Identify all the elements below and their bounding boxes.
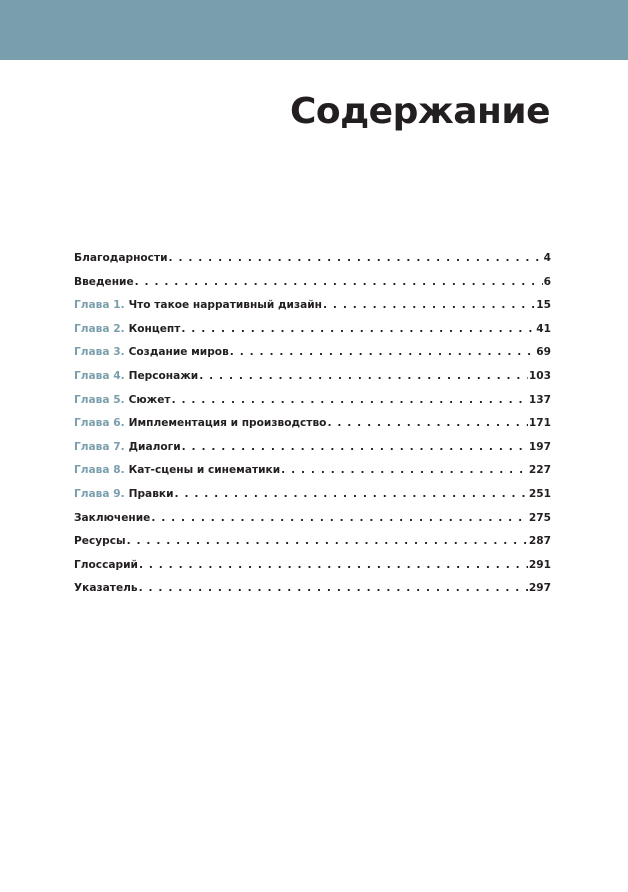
toc-entry[interactable] xyxy=(74,346,551,370)
page-title: Содержание xyxy=(289,91,550,132)
dot-leader xyxy=(135,276,543,288)
dot-leader xyxy=(323,299,535,311)
toc-entry[interactable] xyxy=(74,370,551,394)
dot-leader xyxy=(181,323,535,335)
toc-entry[interactable] xyxy=(74,559,551,583)
table-of-contents xyxy=(74,252,551,606)
toc-entry-title: Диалоги xyxy=(128,440,181,453)
dot-leader xyxy=(169,252,543,264)
header-band xyxy=(0,0,628,60)
chapter-label: Глава 3. xyxy=(74,346,125,359)
toc-page-number: 287 xyxy=(528,535,551,548)
toc-entry-title: Заключение xyxy=(74,511,151,524)
toc-entry-title: Кат-сцены и синематики xyxy=(128,464,281,477)
toc-page-number: 297 xyxy=(528,582,551,595)
toc-entry-title: Благодарности xyxy=(74,252,168,264)
toc-entry-title: Создание миров xyxy=(128,346,229,359)
toc-entry-title: Правки xyxy=(128,487,174,500)
dot-leader xyxy=(182,441,528,453)
toc-entry-title: Сюжет xyxy=(128,393,171,406)
dot-leader xyxy=(175,488,528,500)
chapter-label: Глава 7. xyxy=(74,440,125,453)
dot-leader xyxy=(327,417,527,429)
toc-entry[interactable] xyxy=(74,323,551,347)
toc-page-number: 4 xyxy=(543,252,551,264)
toc-entry[interactable] xyxy=(74,441,551,465)
chapter-label: Глава 2. xyxy=(74,322,125,335)
dot-leader xyxy=(281,464,528,476)
toc-page-number: 171 xyxy=(528,417,551,430)
toc-entry[interactable] xyxy=(74,276,551,300)
dot-leader xyxy=(151,512,528,524)
toc-entry[interactable] xyxy=(74,512,551,536)
toc-entry[interactable] xyxy=(74,252,551,276)
dot-leader xyxy=(139,582,528,594)
toc-entry[interactable] xyxy=(74,464,551,488)
toc-entry[interactable] xyxy=(74,394,551,418)
dot-leader xyxy=(230,346,535,358)
toc-entry[interactable] xyxy=(74,299,551,323)
dot-leader xyxy=(139,559,528,571)
dot-leader xyxy=(172,394,528,406)
toc-page-number: 137 xyxy=(528,393,551,406)
toc-entry-title: Ресурсы xyxy=(74,535,126,548)
toc-entry-title: Глоссарий xyxy=(74,558,138,571)
toc-page-number: 41 xyxy=(536,322,551,335)
chapter-label: Глава 1. xyxy=(74,299,125,312)
toc-entry-title: Указатель xyxy=(74,582,138,595)
toc-entry-title: Имплементация и производство xyxy=(128,417,327,430)
dot-leader xyxy=(199,370,528,382)
toc-page-number: 291 xyxy=(528,558,551,571)
toc-entry-title: Концепт xyxy=(128,322,181,335)
toc-page-number: 197 xyxy=(528,440,551,453)
chapter-label: Глава 4. xyxy=(74,369,125,382)
toc-page-number: 251 xyxy=(528,487,551,500)
toc-page-number: 15 xyxy=(536,299,551,312)
toc-page-number: 103 xyxy=(528,369,551,382)
chapter-label: Глава 8. xyxy=(74,464,125,477)
toc-entry-title: Что такое нарративный дизайн xyxy=(128,299,322,312)
toc-page-number: 6 xyxy=(543,275,551,288)
toc-page-number: 227 xyxy=(528,464,551,477)
chapter-label: Глава 6. xyxy=(74,417,125,430)
toc-entry[interactable] xyxy=(74,582,551,606)
toc-entry[interactable] xyxy=(74,535,551,559)
chapter-label: Глава 9. xyxy=(74,487,125,500)
toc-entry[interactable] xyxy=(74,488,551,512)
dot-leader xyxy=(127,535,528,547)
toc-entry-title: Персонажи xyxy=(128,369,199,382)
toc-entry-title: Введение xyxy=(74,275,134,288)
toc-page-number: 69 xyxy=(536,346,551,359)
chapter-label: Глава 5. xyxy=(74,393,125,406)
toc-entry[interactable] xyxy=(74,417,551,441)
toc-page-number: 275 xyxy=(528,511,551,524)
